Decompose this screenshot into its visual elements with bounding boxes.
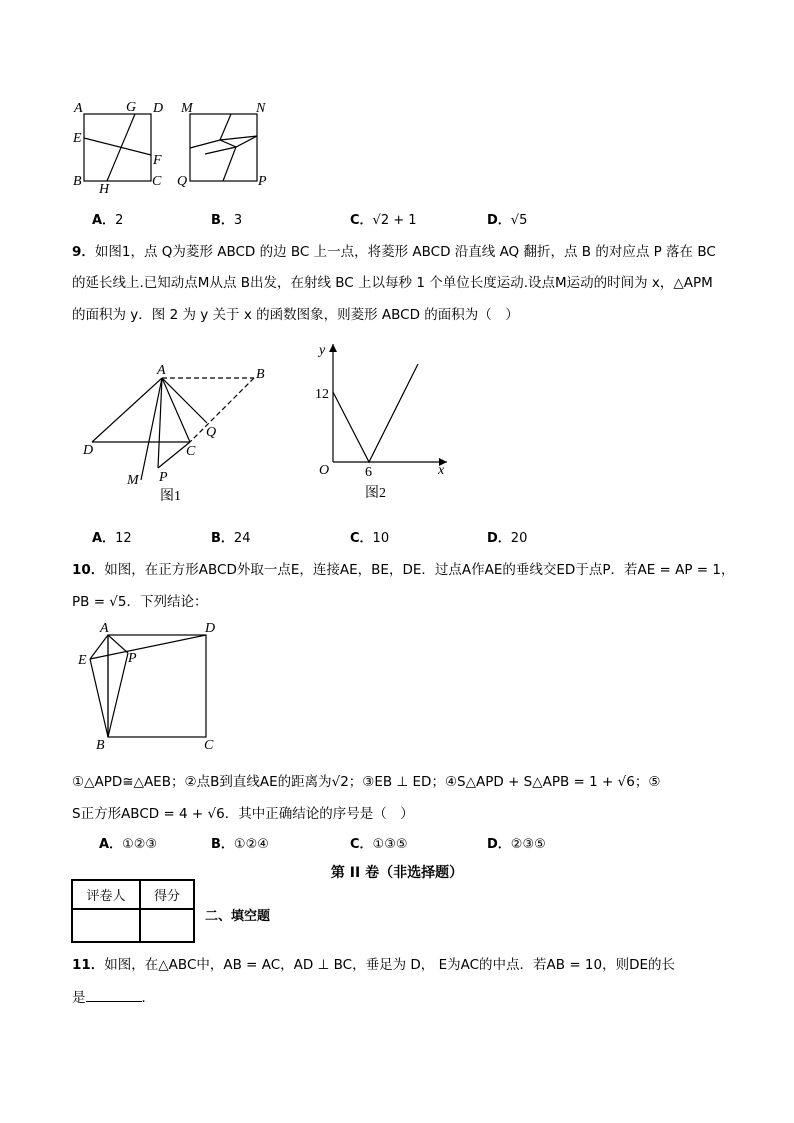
q9-option-c[interactable]: C．10 [350,531,390,546]
label-a: A [74,101,83,116]
section-title: 第 II 卷（非选择题） [330,865,464,881]
square-abcd [84,114,151,181]
fig1-label-q: Q [206,425,217,440]
fig1-label-b: B [256,367,265,382]
q10-option-b[interactable]: B．①②④ [211,837,269,852]
label-b: B [73,174,82,189]
label-n: N [256,101,266,116]
q8-option-c[interactable]: C．√2 + 1 [350,213,417,228]
q10-option-c[interactable]: C．①③⑤ [350,837,408,852]
q9-option-a[interactable]: A．12 [92,531,132,546]
label-f: F [153,153,162,168]
q9-option-d[interactable]: D．20 [487,531,528,546]
q11-line-1: 11．如图，在△ABC中，AB = AC，AD ⊥ BC，垂足为 D， E为AC的中点．若AB = 10，则DE的长 [72,957,676,973]
label-d: D [153,101,164,116]
q11-answer-blank[interactable] [86,989,142,1002]
fig1-label-d: D [83,443,94,458]
q11-line-2: 是 ． [72,990,155,1006]
square-mnpq [190,114,257,181]
q10-figure [72,618,232,756]
fig10-label-e: E [78,653,87,668]
score-cell-score[interactable] [140,909,194,942]
fig1-caption: 图1 [160,489,181,504]
label-h: H [99,182,110,197]
q10-option-d[interactable]: D．②③⑤ [487,837,546,852]
q9-option-b[interactable]: B．24 [211,531,251,546]
fig10-label-c: C [204,738,214,753]
fig1-label-m: M [127,473,139,488]
score-cell-grader[interactable] [72,909,140,942]
fig10-label-a: A [100,621,109,636]
label-q: Q [177,174,188,189]
q9-line-2: 的延长线上.已知动点M从点 B出发，在射线 BC 上以每秒 1 个单位长度运动.设点M运动的时间为 x，△APM [72,275,713,291]
score-header-score: 得分 [140,880,194,909]
fig2-label-6: 6 [365,465,372,480]
label-e: E [73,131,82,146]
fill-in-section-title: 二、填空题 [205,909,271,924]
q10-option-a[interactable]: A．①②③ [99,837,158,852]
fig2-label-x: x [438,463,445,478]
q10-line-1: 10．如图，在正方形ABCD外取一点E，连接AE，BE，DE．过点A作AE的垂线交ED于点P．若AE = AP = 1， [72,562,735,578]
q9-figure-2 [305,338,455,508]
label-p: P [258,174,267,189]
fig2-label-o: O [319,463,330,478]
fig2-label-y: y [319,343,326,358]
q8-option-a[interactable]: A．2 [92,213,124,228]
q10-conclusions-2: S正方形ABCD = 4 + √6．其中正确结论的序号是（ ） [72,806,414,822]
fig2-caption: 图2 [365,486,386,501]
label-m: M [181,101,193,116]
fig10-label-b: B [96,738,105,753]
fig1-label-p: P [159,470,168,485]
segment-ef [84,138,151,155]
q10-line-2: PB = √5．下列结论： [72,594,208,610]
fig1-label-c: C [186,444,196,459]
q10-conclusions-1: ①△APD≅△AEB；②点B到直线AE的距离为√2；③EB ⊥ ED；④S△APD + S△APB = 1 + √6；⑤ [72,774,661,790]
q8-option-d[interactable]: D．√5 [487,213,528,228]
q9-line-1: 9．如图1，点 Q为菱形 ABCD 的边 BC 上一点，将菱形 ABCD 沿直线 AQ 翻折，点 B 的对应点 P 落在 BC [72,244,716,260]
label-c: C [152,174,162,189]
fig10-label-p: P [128,651,137,666]
q9-figure-1 [80,360,280,510]
label-g: G [126,100,137,115]
q9-line-3: 的面积为 y．图 2 为 y 关于 x 的函数图象，则菱形 ABCD 的面积为（ ） [72,307,519,323]
q8-option-b[interactable]: B．3 [211,213,243,228]
score-table [71,879,195,943]
q8-figures [70,96,290,196]
score-header-grader: 评卷人 [72,880,140,909]
fig10-label-d: D [205,621,216,636]
fig2-label-12: 12 [315,387,329,402]
fig1-label-a: A [157,363,166,378]
